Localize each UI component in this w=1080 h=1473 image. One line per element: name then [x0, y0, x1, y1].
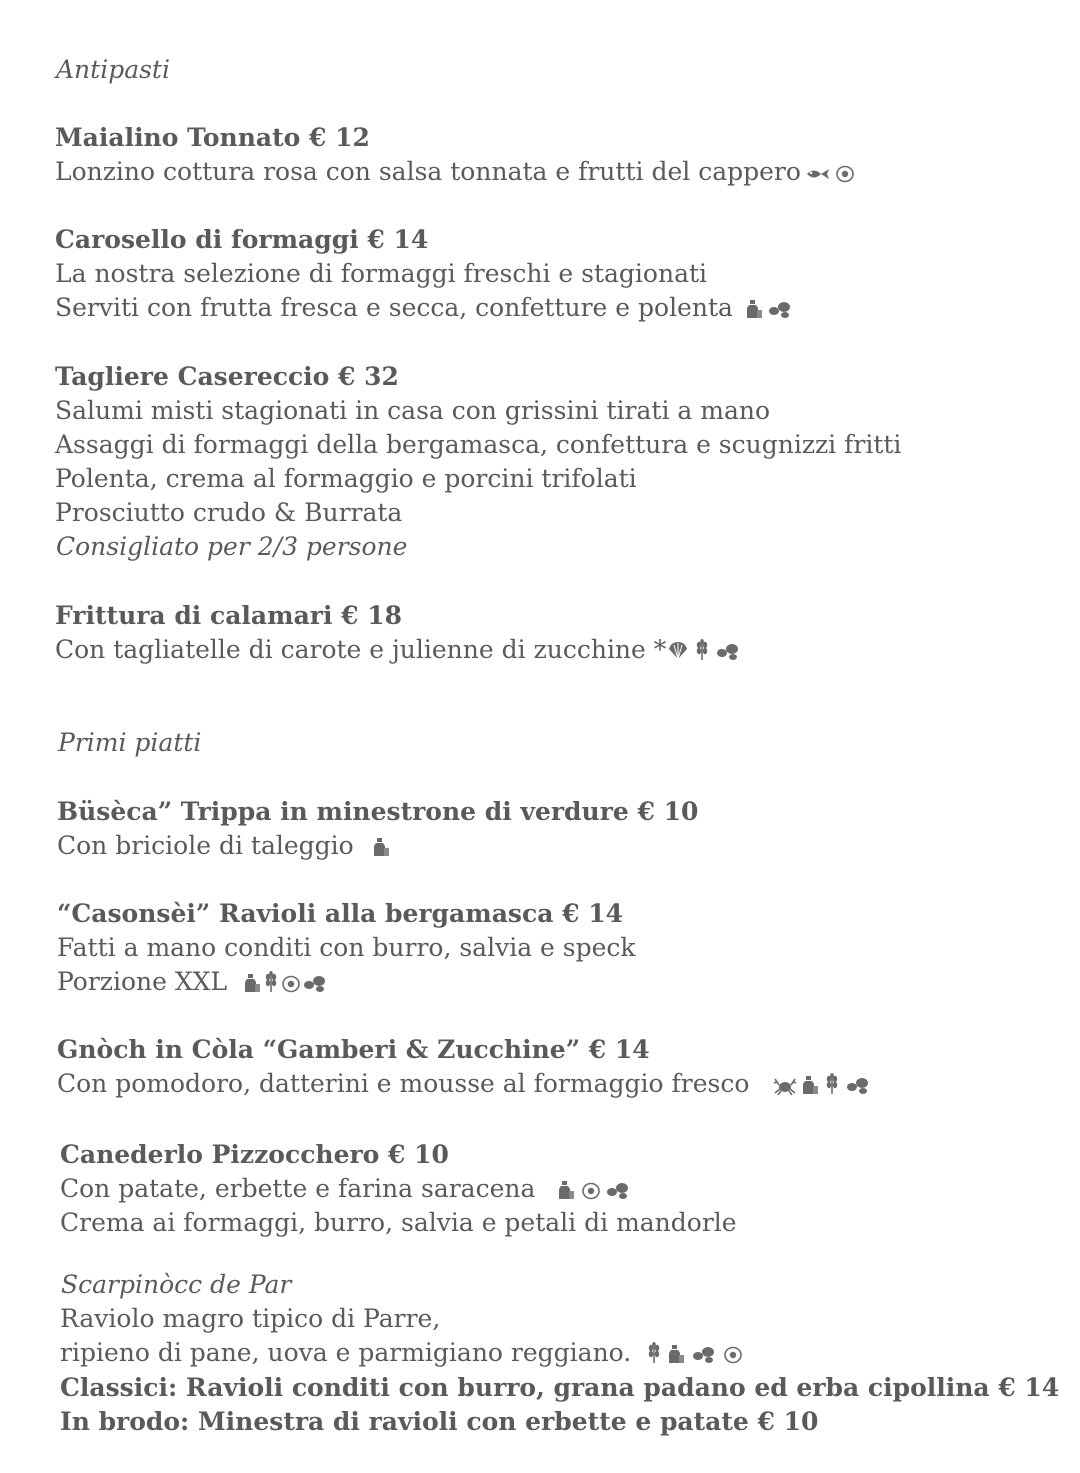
dish-title: “Casonsèi” Ravioli alla bergamasca € 14 — [57, 899, 623, 928]
egg-icon — [835, 165, 855, 183]
milk-icon — [243, 973, 261, 993]
dish-title: Tagliere Casereccio € 32 — [55, 362, 399, 391]
nuts-icon — [767, 299, 793, 319]
mollusc-icon — [667, 641, 689, 661]
dish-title: Scarpinòcc de Par — [61, 1270, 292, 1299]
dish-description: Con patate, erbette e farina saracena — [60, 1172, 631, 1206]
dish-description: Con pomodoro, datterini e mousse al formaggio fresco — [57, 1067, 871, 1101]
dish-description: Con tagliatelle di carote e julienne di zucchine * — [55, 633, 741, 667]
dish-description: Fatti a mano conditi con burro, salvia e speck — [57, 933, 636, 962]
milk-icon — [801, 1075, 819, 1095]
gluten-icon — [693, 639, 711, 661]
egg-icon — [581, 1182, 601, 1200]
dish-description: Salumi misti stagionati in casa con grissini tirati a mano — [55, 396, 771, 425]
section-heading-antipasti: Antipasti — [56, 55, 170, 84]
dish-description: Con briciole di taleggio — [57, 829, 390, 863]
dish-description: Raviolo magro tipico di Parre, — [60, 1304, 441, 1333]
milk-icon — [667, 1344, 685, 1364]
egg-icon — [281, 975, 301, 993]
gluten-icon — [645, 1342, 663, 1364]
dish-description: Prosciutto crudo & Burrata — [55, 498, 403, 527]
milk-icon — [372, 837, 390, 857]
dish-description: Polenta, crema al formaggio e porcini trifolati — [55, 464, 637, 493]
dish-note: Consigliato per 2/3 persone — [56, 532, 408, 561]
dish-title: Carosello di formaggi € 14 — [55, 225, 429, 254]
nuts-icon — [845, 1075, 871, 1095]
fish-icon — [805, 165, 831, 183]
nuts-icon — [691, 1344, 717, 1364]
dish-variant: Classici: Ravioli conditi con burro, grana padano ed erba cipollina € 14 — [60, 1373, 1060, 1402]
dish-title: Frittura di calamari € 18 — [55, 601, 403, 630]
dish-title: Maialino Tonnato € 12 — [55, 123, 370, 152]
nuts-icon — [302, 973, 328, 993]
nuts-icon — [715, 641, 741, 661]
dish-title: Canederlo Pizzocchero € 10 — [60, 1140, 449, 1169]
egg-icon — [723, 1346, 743, 1364]
dish-variant: In brodo: Minestra di ravioli con erbette e patate € 10 — [60, 1407, 819, 1436]
dish-description: Assaggi di formaggi della bergamasca, confettura e scugnizzi fritti — [55, 430, 902, 459]
dish-description: Crema ai formaggi, burro, salvia e petali di mandorle — [60, 1208, 737, 1237]
nuts-icon — [605, 1180, 631, 1200]
crustacean-icon — [773, 1075, 797, 1095]
dish-description: Lonzino cottura rosa con salsa tonnata e frutti del cappero — [55, 155, 855, 189]
gluten-icon — [262, 971, 280, 993]
milk-icon — [557, 1180, 575, 1200]
section-heading-primi: Primi piatti — [58, 728, 202, 757]
dish-description: Serviti con frutta fresca e secca, confetture e polenta — [55, 291, 793, 325]
dish-title: Gnòch in Còla “Gamberi & Zucchine” € 14 — [57, 1035, 650, 1064]
milk-icon — [745, 299, 763, 319]
dish-description: La nostra selezione di formaggi freschi e stagionati — [55, 259, 708, 288]
dish-title: Büsèca” Trippa in minestrone di verdure € 10 — [57, 797, 699, 826]
dish-description: Porzione XXL — [57, 965, 328, 999]
dish-description: ripieno di pane, uova e parmigiano reggiano. — [60, 1336, 743, 1370]
gluten-icon — [823, 1073, 841, 1095]
